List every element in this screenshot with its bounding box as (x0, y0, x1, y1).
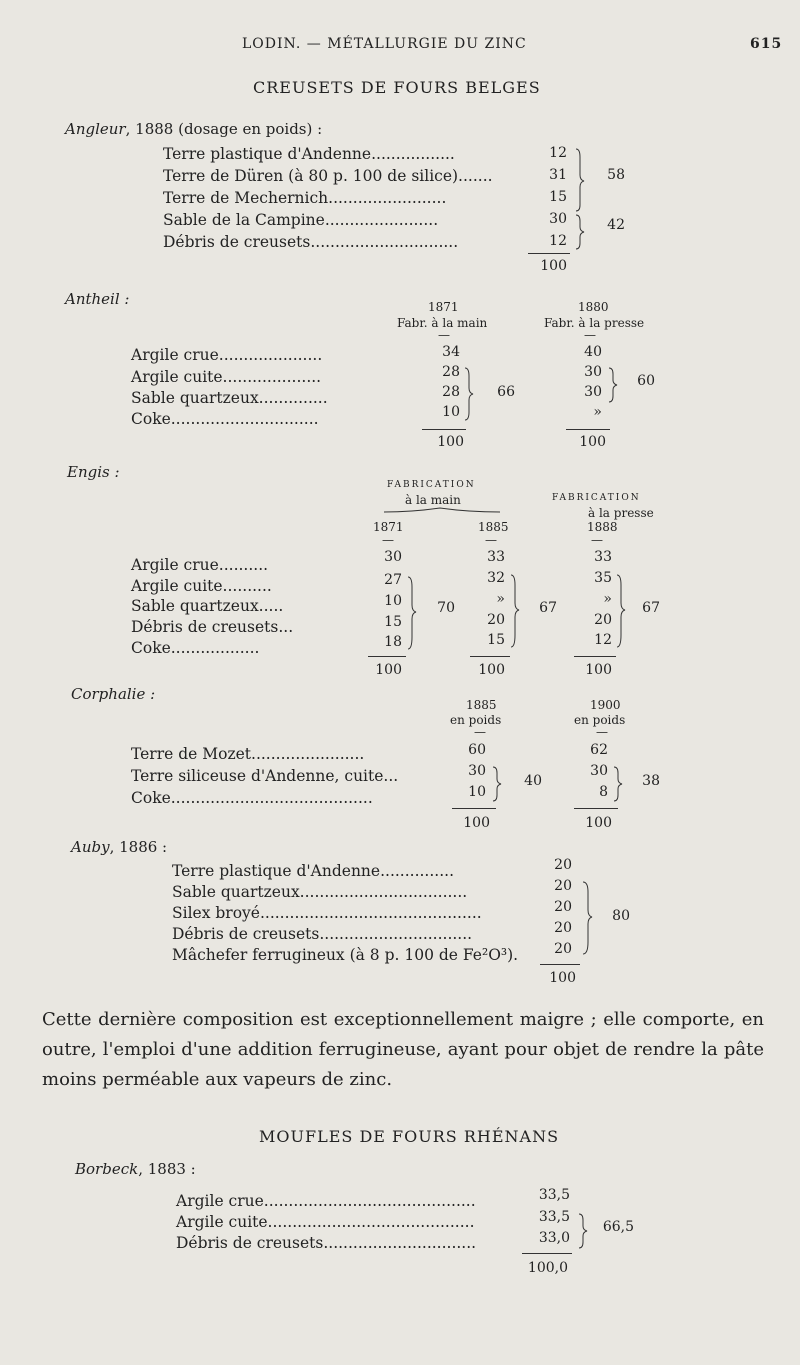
divider: — (584, 328, 596, 342)
table-row-value: 30 (584, 364, 602, 380)
table-row-value: » (496, 591, 505, 607)
column-year: 1900 (590, 698, 621, 712)
table-row-value: 12 (549, 233, 567, 249)
table-row-value: 30 (468, 763, 486, 779)
table-row-label: Argile cuite.......... (131, 577, 272, 595)
group-total: 38 (642, 773, 660, 789)
table-row-value: 60 (468, 742, 486, 758)
table-row-value: 34 (442, 344, 460, 360)
antheil-heading: Antheil : (65, 290, 130, 308)
table-row-label: Argile crue..................... (131, 346, 323, 364)
table-total: 100 (437, 434, 464, 450)
section-title-moufles: MOUFLES DE FOURS RHÉNANS (259, 1127, 560, 1146)
table-row-value: 10 (442, 404, 460, 420)
table-row-value: 20 (487, 612, 505, 628)
table-row-value: 35 (594, 570, 612, 586)
table-row-label: Silex broyé............................................. (172, 904, 482, 922)
table-row-value: » (593, 404, 602, 420)
table-row-value: 30 (384, 549, 402, 565)
table-row-value: 40 (584, 344, 602, 360)
table-row-value: 18 (384, 634, 402, 650)
table-row-value: 12 (549, 145, 567, 161)
table-row-label: Terre siliceuse d'Andenne, cuite... (131, 767, 399, 785)
table-row-label: Mâchefer ferrugineux (à 8 p. 100 de Fe²O³). (172, 946, 519, 964)
column-group-header: FABRICATION (552, 493, 641, 503)
table-row-value: 20 (554, 878, 572, 894)
divider: — (474, 725, 486, 739)
table-row-value: 15 (549, 189, 567, 205)
column-year: 1885 (466, 698, 497, 712)
group-total: 67 (539, 600, 557, 616)
table-row-value: 10 (468, 784, 486, 800)
table-row-value: 20 (554, 941, 572, 957)
table-row-label: Sable de la Campine....................... (163, 211, 439, 229)
column-unit: en poids (574, 713, 626, 727)
angleur-heading (65, 120, 322, 138)
table-row-value: 27 (384, 572, 402, 588)
group-total: 70 (437, 600, 455, 616)
brace-icon (462, 366, 476, 424)
table-row-label: Sable quartzeux.................................. (172, 883, 468, 901)
table-row-label: Coke......................................... (131, 789, 373, 807)
table-row-value: 12 (594, 632, 612, 648)
table-total: 100 (540, 258, 567, 274)
divider: — (485, 533, 497, 547)
table-row-value: 33,5 (538, 1209, 570, 1225)
column-method: Fabr. à la main (397, 316, 488, 330)
table-total: 100 (579, 434, 606, 450)
section-title-creusets: CREUSETS DE FOURS BELGES (253, 78, 541, 97)
table-row-label: Terre plastique d'Andenne................. (163, 145, 455, 163)
borbeck-note: , 1883 : (138, 1160, 196, 1178)
table-row-value: 28 (442, 364, 460, 380)
angleur-note: , 1888 (dosage en poids) : (125, 120, 323, 138)
table-row-value: 20 (554, 899, 572, 915)
table-row-value: 62 (590, 742, 608, 758)
table-row-value: 20 (554, 920, 572, 936)
table-total: 100 (585, 662, 612, 678)
brace-icon (572, 147, 588, 257)
sum-rule (522, 1253, 572, 1254)
table-row-value: 30 (584, 384, 602, 400)
borbeck-place: Borbeck (75, 1160, 139, 1178)
table-row-label: Terre plastique d'Andenne............... (172, 862, 454, 880)
table-row-value: 33 (594, 549, 612, 565)
column-year: 1880 (578, 300, 609, 314)
table-row-label: Coke.............................. (131, 410, 319, 428)
table-total: 100 (549, 970, 576, 986)
column-group-sub: à la main (405, 493, 461, 507)
table-row-value: 8 (599, 784, 608, 800)
group-total: 66 (497, 384, 515, 400)
table-total: 100 (375, 662, 402, 678)
table-row-label: Sable quartzeux.............. (131, 389, 328, 407)
auby-heading (71, 838, 167, 856)
corphalie-heading: Corphalie : (71, 685, 156, 703)
sum-rule (470, 656, 510, 657)
table-row-label: Argile cuite.......................................... (176, 1213, 475, 1231)
table-row-value: 32 (487, 570, 505, 586)
table-row-label: Coke.................. (131, 639, 260, 657)
angleur-place: Angleur (65, 120, 126, 138)
table-row-value: 10 (384, 593, 402, 609)
table-row-value: 33,5 (538, 1187, 570, 1203)
sum-rule (368, 656, 406, 657)
auby-place: Auby (71, 838, 110, 856)
table-row-label: Débris de creusets............................... (172, 925, 473, 943)
brace-icon (576, 1212, 590, 1252)
table-row-value: 28 (442, 384, 460, 400)
page-number: 615 (750, 36, 783, 52)
table-total: 100 (478, 662, 505, 678)
sum-rule (540, 964, 580, 965)
group-total: 58 (607, 167, 625, 183)
group-total: 67 (642, 600, 660, 616)
divider: — (596, 725, 608, 739)
divider: — (382, 533, 394, 547)
engis-heading: Engis : (67, 463, 120, 481)
column-unit: en poids (450, 713, 502, 727)
table-total: 100 (463, 815, 490, 831)
sum-rule (528, 253, 570, 254)
column-group-header: FABRICATION (387, 480, 476, 490)
table-row-label: Débris de creusets... (131, 618, 294, 636)
table-row-label: Argile cuite.................... (131, 368, 322, 386)
table-row-value: 15 (384, 614, 402, 630)
table-row-label: Débris de creusets.............................. (163, 233, 459, 251)
divider: — (438, 328, 450, 342)
table-row-value: 15 (487, 632, 505, 648)
table-row-label: Débris de creusets............................... (176, 1234, 477, 1252)
table-row-value: 30 (590, 763, 608, 779)
auby-note: , 1886 : (109, 838, 168, 856)
table-row-label: Terre de Mechernich........................ (163, 189, 447, 207)
group-total: 80 (612, 908, 630, 924)
header-brace-icon (382, 506, 502, 516)
divider: — (591, 533, 603, 547)
column-year: 1885 (478, 520, 509, 534)
sum-rule (574, 656, 616, 657)
group-total: 60 (637, 373, 655, 389)
borbeck-heading (75, 1160, 196, 1178)
column-year: 1888 (587, 520, 618, 534)
sum-rule (574, 808, 618, 809)
table-row-value: 33 (487, 549, 505, 565)
table-row-value: 30 (549, 211, 567, 227)
table-row-value: 31 (549, 167, 567, 183)
column-year: 1871 (373, 520, 404, 534)
body-paragraph: Cette dernière composition est exceptionnellement maigre ; elle comporte, en outre, l'emploi d'une addition ferrugineuse, ayant pour objet de rendre la pâte moins perméable aux vapeurs de zinc. (42, 1009, 764, 1090)
table-total: 100,0 (527, 1260, 568, 1276)
sum-rule (566, 429, 610, 430)
table-row-label: Argile crue.......... (131, 556, 269, 574)
column-method: Fabr. à la presse (544, 316, 645, 330)
table-row-value: 20 (554, 857, 572, 873)
table-row-value: 20 (594, 612, 612, 628)
table-total: 100 (585, 815, 612, 831)
table-row-label: Sable quartzeux..... (131, 597, 284, 615)
group-total: 42 (607, 217, 625, 233)
running-title: LODIN. — MÉTALLURGIE DU ZINC (242, 36, 527, 52)
table-row-value: » (603, 591, 612, 607)
group-total: 66,5 (602, 1219, 634, 1235)
group-total: 40 (524, 773, 542, 789)
table-row-value: 33,0 (538, 1230, 570, 1246)
table-row-label: Terre de Düren (à 80 p. 100 de silice)....... (163, 167, 493, 185)
column-group-sub: à la presse (588, 506, 654, 520)
table-row-label: Argile crue........................................... (176, 1192, 476, 1210)
column-year: 1871 (428, 300, 459, 314)
sum-rule (452, 808, 496, 809)
sum-rule (422, 429, 466, 430)
table-row-label: Terre de Mozet....................... (131, 745, 365, 763)
